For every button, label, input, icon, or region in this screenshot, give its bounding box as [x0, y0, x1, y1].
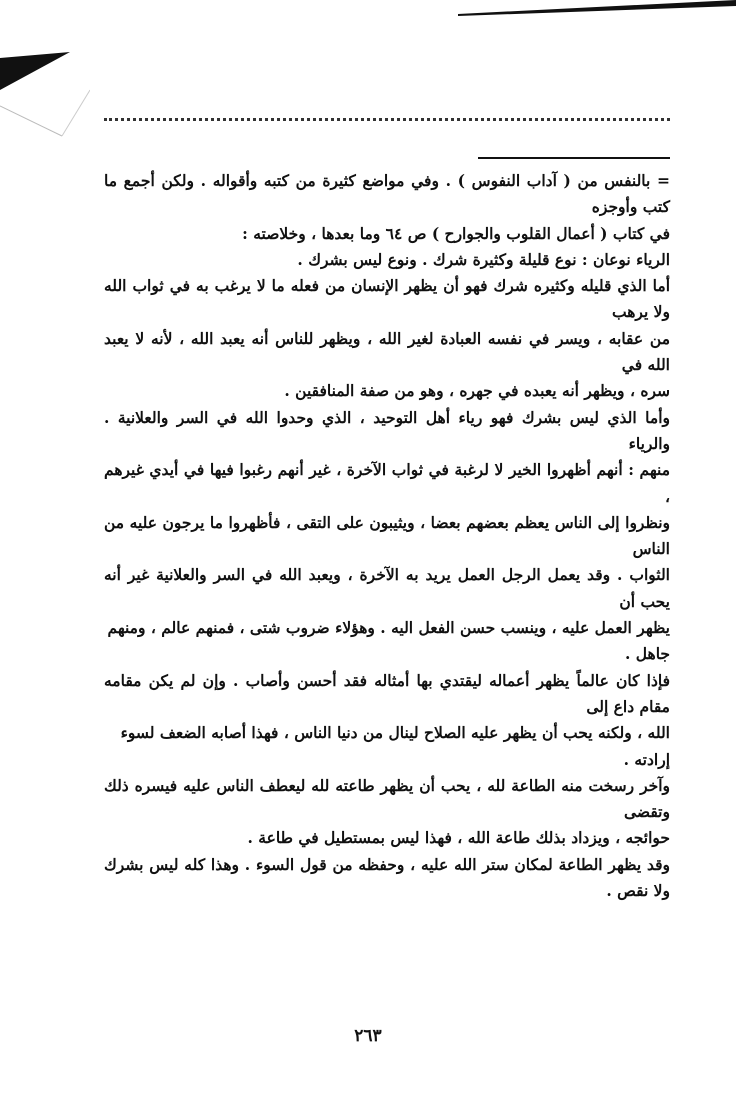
page-number: ٢٦٣ [354, 1026, 382, 1046]
footnote-line: منهم : أنهم أظهروا الخير لا لرغبة في ثواب الآخرة ، غير أنهم رغبوا فيها في أيدي غيرهم ، [104, 460, 670, 506]
footnote-separator-rule [478, 157, 670, 159]
scan-edge-left-shadow [0, 50, 90, 140]
footnote-line: إرادته . [623, 749, 670, 769]
footnote-line: وقد يظهر الطاعة لمكان ستر الله عليه ، وحفظه من قول السوء . وهذا كله ليس بشرك ولا نقص . [104, 854, 670, 901]
footnote-line: وأما الذي ليس بشرك فهو رياء أهل التوحيد ، الذي وحدوا الله في السر والعلانية . والرياء [104, 407, 670, 453]
footnote-line: الرياء نوعان : نوع قليلة وكثيرة شرك . ونوع ليس بشرك . [297, 249, 670, 269]
header-dotted-rule [104, 118, 670, 121]
footnote-line: من عقابه ، ويسر في نفسه العبادة لغير الله ، ويظهر للناس أنه يعبد الله ، لأنه لا يعبد الله في [104, 328, 670, 375]
footnote-line: جاهل . [624, 644, 670, 664]
footnote-line: = بالنفس من ( آداب النفوس ) . وفي مواضع كثيرة من كتبه وأقواله . ولكن أجمع ما كتب وأوجزه [104, 171, 670, 217]
footnote-line: الثواب . وقد يعمل الرجل العمل يريد به الآخرة ، ويعبد الله في السر والعلانية غير أنه يحب أن [104, 565, 670, 611]
footnote-line: وآخر رسخت منه الطاعة لله ، يحب أن يظهر طاعته لله ليعطف الناس عليه فيسره ذلك وتقضى [104, 775, 670, 822]
footnote-line: سره ، ويظهر أنه يعبده في جهره ، وهو من صفة المنافقين . [284, 381, 670, 401]
footnote-line: أما الذي قليله وكثيره شرك فهو أن يظهر الإنسان من فعله ما لا يرغب به في ثواب الله ولا يرهب [104, 276, 670, 322]
scan-edge-top-shadow [458, 0, 736, 16]
footnote-line: فإذا كان عالماً يظهر أعماله ليقتدي بها أمثاله فقد أحسن وأصاب . وإن لم يكن مقامه مقام داع إلى [104, 670, 670, 716]
footnote-line: الله ، ولكنه يحب أن يظهر عليه الصلاح لينال من دنيا الناس ، فهذا أصابه الضعف لسوء [120, 723, 670, 743]
footnote-line: ونظروا إلى الناس يعظم بعضهم بعضا ، ويثيبون على التقى ، فأظهروا ما يرجون عليه من الناس [104, 512, 670, 559]
footnote-text [104, 168, 670, 904]
footnote-line: حوائجه ، ويزداد بذلك طاعة الله ، فهذا ليس بمستطيل في طاعة . [247, 828, 670, 848]
footnote-line: في كتاب ( أعمال القلوب والجوارح ) ص ٦٤ وما بعدها ، وخلاصته : [242, 223, 670, 243]
footnote-line: يظهر العمل عليه ، وينسب حسن الفعل اليه . وهؤلاء ضروب شتى ، فمنهم عالم ، ومنهم [107, 618, 670, 638]
